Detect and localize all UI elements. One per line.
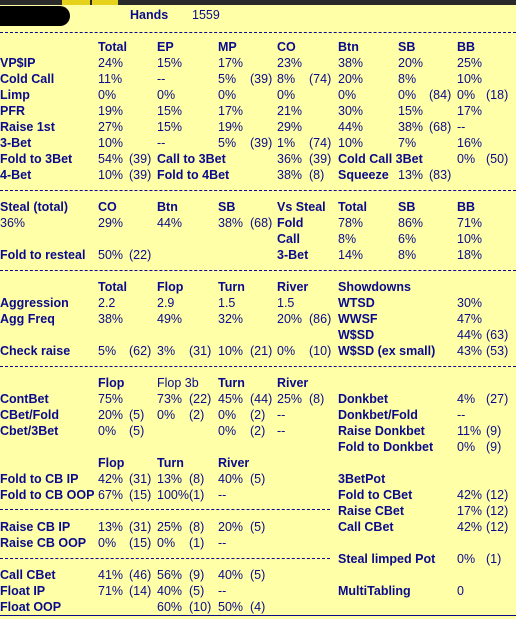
stat-value: 7% — [398, 136, 417, 150]
stat-value: 27% — [98, 120, 124, 134]
row-label: Raise 1st — [0, 120, 55, 134]
stat-value: 78% — [338, 216, 364, 230]
stat-value: 8% — [398, 72, 417, 86]
stat-count: (84) — [429, 88, 452, 102]
stat-value: 38% — [218, 216, 244, 230]
stat-value: 0% — [277, 88, 296, 102]
stat-value: 50% — [98, 248, 124, 262]
stat-value: 44% — [157, 216, 183, 230]
col-header: Flop — [157, 280, 184, 294]
stat-count: (2) — [250, 424, 266, 438]
stat-value: 42% — [457, 520, 483, 534]
window-top-bar — [0, 0, 516, 5]
stat-count: (39) — [309, 152, 332, 166]
row-label: 3-Bet — [277, 248, 309, 262]
stat-value: 71% — [98, 584, 124, 598]
stat-value: 2.9 — [157, 296, 175, 310]
row-label: Raise CB OOP — [0, 536, 87, 550]
stat-value: 44% — [457, 328, 483, 342]
redacted-player-name — [0, 6, 70, 26]
row-label: Aggression — [0, 296, 69, 310]
col-header: Total — [98, 280, 127, 294]
stat-value: 5% — [218, 72, 237, 86]
stat-count: (39) — [129, 152, 152, 166]
stat-count: (8) — [309, 168, 325, 182]
col-header: Turn — [157, 456, 184, 470]
row-label: Cold Call 3Bet — [338, 152, 423, 166]
stat-count: (5) — [250, 472, 266, 486]
stat-value: 42% — [98, 472, 124, 486]
stat-value: 17% — [457, 104, 483, 118]
col-header: Turn — [218, 280, 245, 294]
stat-count: (10) — [309, 344, 332, 358]
stat-value: 75% — [98, 392, 124, 406]
stat-value: 45% — [218, 392, 244, 406]
stat-value: 5% — [218, 136, 237, 150]
stat-count: (83) — [429, 168, 452, 182]
stat-value: 25% — [457, 56, 483, 70]
stat-count: (68) — [250, 216, 273, 230]
stat-value: 4% — [457, 392, 476, 406]
stat-count: (2) — [189, 408, 205, 422]
stat-value: 0% — [157, 408, 176, 422]
hands-value: 1559 — [192, 8, 220, 22]
row-label: W$SD (ex small) — [338, 344, 436, 358]
stat-count: (39) — [250, 136, 273, 150]
col-header: Flop — [98, 376, 125, 390]
col-header: BB — [457, 200, 476, 214]
stat-value: 0% — [98, 88, 117, 102]
divider — [0, 558, 330, 559]
stat-value: 32% — [218, 312, 244, 326]
stat-value: 20% — [98, 408, 124, 422]
stat-value: 15% — [157, 120, 183, 134]
row-label: PFR — [0, 104, 25, 118]
stat-count: (15) — [129, 488, 152, 502]
stat-count: (62) — [129, 344, 152, 358]
row-label: Fold to 3Bet — [0, 152, 73, 166]
stat-value: 0% — [218, 408, 237, 422]
row-label: Fold to 4Bet — [157, 168, 230, 182]
stat-value: 13% — [398, 168, 424, 182]
stat-value: 38% — [338, 56, 364, 70]
stat-count: (31) — [129, 472, 152, 486]
stat-count: (9) — [486, 440, 502, 454]
stat-value: 41% — [98, 568, 124, 582]
stat-count: (9) — [189, 568, 205, 582]
stat-value: 10% — [218, 344, 244, 358]
col-sb: SB — [398, 40, 416, 54]
row-label: Steal limped Pot — [338, 552, 436, 566]
col-header: River — [277, 376, 309, 390]
col-header: CO — [98, 200, 117, 214]
stat-value: 10% — [457, 72, 483, 86]
stat-value: 47% — [457, 312, 483, 326]
row-label: Fold to CBet — [338, 488, 413, 502]
stat-count: (18) — [486, 88, 509, 102]
stat-value: 15% — [398, 104, 424, 118]
stat-value: 0% — [98, 424, 117, 438]
divider — [0, 509, 330, 510]
stat-count: (1) — [189, 536, 205, 550]
row-label: Cold Call — [0, 72, 55, 86]
stat-value: 30% — [338, 104, 364, 118]
stat-value: 29% — [277, 120, 303, 134]
stat-value: 11% — [98, 72, 123, 86]
row-label: Call CBet — [338, 520, 394, 534]
col-btn: Btn — [338, 40, 359, 54]
stat-value: 10% — [98, 136, 124, 150]
bottom-border — [0, 615, 516, 616]
stat-value: 44% — [338, 120, 364, 134]
stat-value: -- — [457, 120, 466, 134]
stat-count: (14) — [129, 584, 152, 598]
row-label: Cbet/3Bet — [0, 424, 59, 438]
col-header: SB — [218, 200, 236, 214]
stat-count: (5) — [129, 424, 145, 438]
stat-count: (5) — [250, 568, 266, 582]
stat-value: -- — [157, 136, 166, 150]
stat-value: 8% — [398, 248, 417, 262]
stat-value: -- — [218, 536, 227, 550]
stat-value: 15% — [157, 104, 183, 118]
stat-value: 5% — [98, 344, 117, 358]
stat-count: (15) — [129, 536, 152, 550]
stat-value: 25% — [157, 520, 183, 534]
row-label: Squeeze — [338, 168, 389, 182]
stat-value: 0% — [277, 344, 296, 358]
stat-value: 60% — [157, 600, 183, 614]
stat-value: 38% — [277, 168, 303, 182]
stat-count: (5) — [250, 520, 266, 534]
stat-value: 3% — [157, 344, 176, 358]
stat-value: -- — [218, 584, 227, 598]
row-label: Fold — [277, 216, 304, 230]
stat-value: 40% — [218, 472, 244, 486]
stat-value: 40% — [218, 568, 244, 582]
stat-count: (22) — [129, 248, 152, 262]
stat-count: (5) — [189, 584, 205, 598]
row-label: Fold to resteal — [0, 248, 86, 262]
stat-value: 36% — [277, 152, 303, 166]
stat-value: -- — [277, 424, 286, 438]
col-header: Btn — [157, 200, 178, 214]
stat-value: 20% — [218, 520, 244, 534]
row-label: ContBet — [0, 392, 49, 406]
stat-value: 1% — [277, 136, 296, 150]
divider — [0, 32, 516, 33]
stat-value: 8% — [277, 72, 296, 86]
stat-value: 56% — [157, 568, 183, 582]
row-label: Call — [277, 232, 300, 246]
stat-value: 1.5 — [277, 296, 295, 310]
divider — [0, 366, 516, 367]
row-label: Fold to Donkbet — [338, 440, 434, 454]
stat-value: 67% — [98, 488, 124, 502]
row-label: Float OOP — [0, 600, 62, 614]
stat-value: -- — [218, 488, 227, 502]
stat-value: 23% — [277, 56, 303, 70]
stat-count: (39) — [250, 72, 273, 86]
stat-value: 18% — [457, 248, 483, 262]
stat-value: 49% — [157, 312, 183, 326]
stat-value: 17% — [218, 104, 244, 118]
stat-value: 17% — [218, 56, 244, 70]
row-label: MultiTabling — [338, 584, 411, 598]
stat-value: 40% — [157, 584, 183, 598]
stat-value: 100% — [157, 488, 189, 502]
col-header: Turn — [218, 376, 245, 390]
stat-value: 86% — [398, 216, 424, 230]
row-label: Fold to CB IP — [0, 472, 79, 486]
stat-value: 71% — [457, 216, 483, 230]
stat-count: (12) — [486, 504, 509, 518]
row-label: VP$IP — [0, 56, 36, 70]
row-label: Donkbet — [338, 392, 388, 406]
col-header: SB — [398, 200, 416, 214]
stat-value: 16% — [457, 136, 483, 150]
row-label: Raise Donkbet — [338, 424, 425, 438]
stat-value: 42% — [457, 488, 483, 502]
col-header: Total — [338, 200, 367, 214]
stat-count: (31) — [189, 344, 212, 358]
stat-value: 20% — [277, 312, 303, 326]
stat-count: (46) — [129, 568, 152, 582]
stat-value: -- — [457, 408, 466, 422]
col-bb: BB — [457, 40, 476, 54]
stat-value: 19% — [98, 104, 124, 118]
stat-value: 43% — [457, 344, 483, 358]
stat-count: (8) — [189, 520, 205, 534]
stat-value: 0% — [338, 88, 357, 102]
stat-count: (12) — [486, 520, 509, 534]
stat-value: 0% — [457, 440, 476, 454]
stat-count: (1) — [189, 488, 205, 502]
stat-count: (74) — [309, 136, 332, 150]
stat-count: (86) — [309, 312, 332, 326]
stat-value: 10% — [98, 168, 124, 182]
col-mp: MP — [218, 40, 237, 54]
stat-count: (2) — [250, 408, 266, 422]
row-label: Call to 3Bet — [157, 152, 226, 166]
stat-value: 19% — [218, 120, 244, 134]
row-label: Donkbet/Fold — [338, 408, 418, 422]
section-label: 3BetPot — [338, 472, 386, 486]
stat-count: (50) — [486, 152, 509, 166]
stat-count: (5) — [129, 408, 145, 422]
stat-value: -- — [277, 408, 286, 422]
stat-value: 0% — [157, 88, 176, 102]
col-header: Flop — [98, 456, 125, 470]
stat-value: 54% — [98, 152, 124, 166]
stat-value: 1.5 — [218, 296, 236, 310]
stat-value: 0% — [457, 88, 476, 102]
stat-count: (39) — [129, 168, 152, 182]
stat-value: 36% — [0, 216, 26, 230]
stat-value: 13% — [157, 472, 183, 486]
row-label: Call CBet — [0, 568, 56, 582]
stat-value: 20% — [398, 56, 424, 70]
stat-count: (74) — [309, 72, 332, 86]
row-label: Check raise — [0, 344, 71, 358]
stat-value: 29% — [98, 216, 124, 230]
row-label: Fold to CB OOP — [0, 488, 95, 502]
stat-count: (8) — [309, 392, 325, 406]
stat-value: 50% — [218, 600, 244, 614]
stat-value: 20% — [338, 72, 364, 86]
col-header: River — [218, 456, 250, 470]
stat-count: (4) — [250, 600, 266, 614]
row-label: CBet/Fold — [0, 408, 60, 422]
stat-value: 11% — [457, 424, 482, 438]
stat-value: 17% — [457, 504, 483, 518]
row-label: 4-Bet — [0, 168, 32, 182]
stat-count: (22) — [189, 392, 212, 406]
col-header: Vs Steal — [277, 200, 326, 214]
stat-value: -- — [157, 72, 166, 86]
row-label: Steal (total) — [0, 200, 69, 214]
col-header: Showdowns — [338, 280, 411, 294]
stat-count: (63) — [486, 328, 509, 342]
stat-value: 24% — [98, 56, 124, 70]
row-label: WWSF — [338, 312, 378, 326]
stat-value: 38% — [98, 312, 124, 326]
stat-value: 0% — [157, 536, 176, 550]
row-label: Agg Freq — [0, 312, 55, 326]
divider — [0, 190, 516, 191]
stat-count: (31) — [129, 520, 152, 534]
col-header: Flop 3b — [157, 376, 199, 390]
row-label: Float IP — [0, 584, 46, 598]
hands-label: Hands — [130, 8, 169, 22]
stat-count: (1) — [486, 552, 502, 566]
stat-count: (27) — [486, 392, 509, 406]
stat-count: (44) — [250, 392, 273, 406]
stat-value: 0% — [98, 536, 117, 550]
stat-count: (12) — [486, 488, 509, 502]
stat-value: 30% — [457, 296, 483, 310]
col-total: Total — [98, 40, 127, 54]
stat-value: 0% — [218, 88, 237, 102]
stat-count: (53) — [486, 344, 509, 358]
stat-value: 0% — [457, 552, 476, 566]
stat-value: 21% — [277, 104, 303, 118]
stat-value: 25% — [277, 392, 303, 406]
row-label: Raise CBet — [338, 504, 404, 518]
stat-value: 10% — [457, 232, 483, 246]
row-label: 3-Bet — [0, 136, 32, 150]
stat-count: (10) — [189, 600, 212, 614]
row-label: Limp — [0, 88, 30, 102]
stat-value: 14% — [338, 248, 364, 262]
stat-count: (9) — [486, 424, 502, 438]
divider — [0, 270, 516, 271]
col-ep: EP — [157, 40, 174, 54]
stat-value: 13% — [98, 520, 124, 534]
stat-value: 0% — [218, 424, 237, 438]
stat-value: 73% — [157, 392, 183, 406]
stat-value: 15% — [157, 56, 183, 70]
col-co: CO — [277, 40, 296, 54]
stat-value: 0 — [457, 584, 464, 598]
stat-value: 8% — [338, 232, 357, 246]
stat-count: (21) — [250, 344, 273, 358]
stat-value: 6% — [398, 232, 417, 246]
stat-count: (68) — [429, 120, 452, 134]
stat-value: 10% — [338, 136, 364, 150]
row-label: Raise CB IP — [0, 520, 71, 534]
row-label: W$SD — [338, 328, 375, 342]
row-label: WTSD — [338, 296, 375, 310]
stat-value: 2.2 — [98, 296, 116, 310]
stat-value: 0% — [457, 152, 476, 166]
stat-value: 38% — [398, 120, 424, 134]
stat-count: (8) — [189, 472, 205, 486]
col-header: River — [277, 280, 309, 294]
stat-value: 0% — [398, 88, 417, 102]
